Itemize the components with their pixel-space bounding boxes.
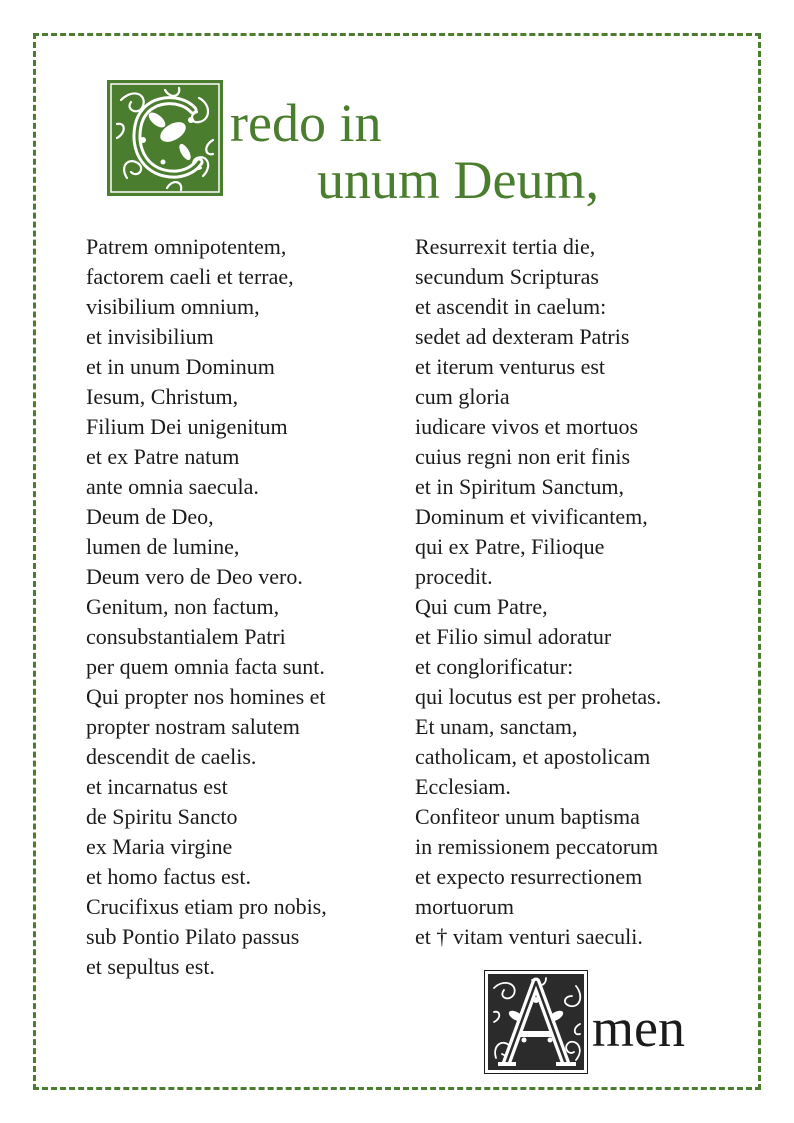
text-line: de Spiritu Sancto (86, 804, 238, 829)
text-line: catholicam, et apostolicam (415, 744, 651, 769)
text-line: ante omnia saecula. (86, 474, 259, 499)
text-line: et in unum Dominum (86, 354, 275, 379)
text-line: qui locutus est per prohetas. (415, 684, 662, 709)
text-line: per quem omnia facta sunt. (86, 654, 325, 679)
text-line: Dominum et vivificantem, (415, 504, 648, 529)
text-line: et homo factus est. (86, 864, 251, 889)
text-line: sub Pontio Pilato passus (86, 924, 300, 949)
text-line: cum gloria (415, 384, 510, 409)
text-line: et conglorificatur: (415, 654, 574, 679)
text-line: mortuorum (415, 894, 514, 919)
text-line: Confiteor unum baptisma (415, 804, 640, 829)
text-line: Deum de Deo, (86, 504, 214, 529)
text-line: iudicare vivos et mortuos (415, 414, 639, 439)
text-line: et incarnatus est (86, 774, 228, 799)
text-line: et † vitam venturi saeculi. (415, 924, 643, 949)
text-line: et ex Patre natum (86, 444, 240, 469)
text-line: Filium Dei unigenitum (86, 414, 288, 439)
text-line: et invisibilium (86, 324, 214, 349)
text-line: propter nostram salutem (86, 714, 300, 739)
text-line: cuius regni non erit finis (415, 444, 631, 469)
text-line: et in Spiritum Sanctum, (415, 474, 624, 499)
text-line: et expecto resurrectionem (415, 864, 643, 889)
text-line: Qui propter nos homines et (86, 684, 326, 709)
text-line: et Filio simul adoratur (415, 624, 612, 649)
text-line: Et unam, sanctam, (415, 714, 578, 739)
illuminated-initial-a (484, 970, 588, 1074)
text-line: Deum vero de Deo vero. (86, 564, 303, 589)
text-line: et ascendit in caelum: (415, 294, 607, 319)
text-line: Ecclesiam. (415, 774, 511, 799)
text-line: Resurrexit tertia die, (415, 234, 596, 259)
text-line: descendit de caelis. (86, 744, 257, 769)
text-line: et iterum venturus est (415, 354, 606, 379)
text-line: ex Maria virgine (86, 834, 233, 859)
text-line: visibilium omnium, (86, 294, 260, 319)
left-text-column (86, 232, 386, 982)
text-line: sedet ad dexteram Patris (415, 324, 630, 349)
title-line-2: unum Deum, (317, 150, 599, 210)
text-line: in remissionem peccatorum (415, 834, 659, 859)
amen-text: men (592, 998, 685, 1058)
text-line: et sepultus est. (86, 954, 215, 979)
title-line-1: redo in (230, 93, 382, 153)
text-line: qui ex Patre, Filioque (415, 534, 605, 559)
text-line: Patrem omnipotentem, (86, 234, 287, 259)
text-line: Crucifixus etiam pro nobis, (86, 894, 327, 919)
text-line: consubstantialem Patri (86, 624, 286, 649)
text-line: secundum Scripturas (415, 264, 599, 289)
text-line: factorem caeli et terrae, (86, 264, 294, 289)
illuminated-initial-c (107, 80, 223, 196)
text-line: Genitum, non factum, (86, 594, 280, 619)
text-line: Iesum, Christum, (86, 384, 239, 409)
right-text-column (415, 232, 745, 952)
text-line: procedit. (415, 564, 493, 589)
text-line: Qui cum Patre, (415, 594, 548, 619)
text-line: lumen de lumine, (86, 534, 240, 559)
